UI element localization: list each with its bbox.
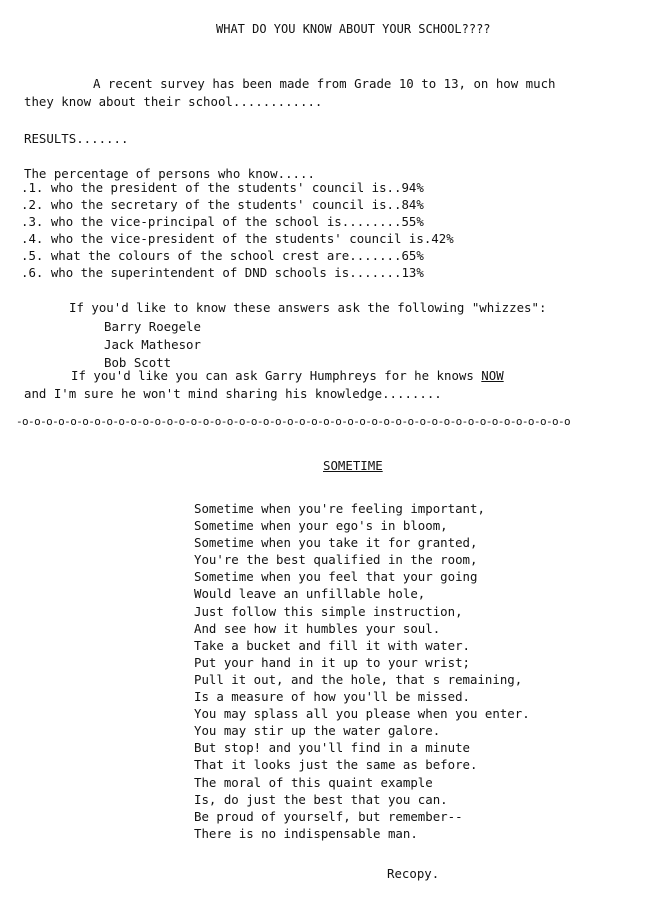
ask-line-2: and I'm sure he won't mind sharing his knowledge........ <box>24 386 442 401</box>
poem-line: Put your hand in it up to your wrist; <box>194 654 471 670</box>
poem-line: Sometime when your ego's in bloom, <box>194 518 448 534</box>
results-heading: RESULTS....... <box>24 131 129 146</box>
result-item-2: .2. who the secretary of the students' council is..84% <box>21 197 424 212</box>
result-item-5: .5. what the colours of the school crest are.......65% <box>21 248 424 263</box>
poem-line: Is a measure of how you'll be missed. <box>194 689 471 705</box>
poem-line: That it looks just the same as before. <box>194 757 478 773</box>
survey-intro-line-1: A recent survey has been made from Grade 10 to 13, on how much <box>93 76 556 91</box>
poem-line: Sometime when you're feeling important, <box>194 501 485 516</box>
result-item-6: .6. who the superintendent of DND schools is.......13% <box>21 265 424 280</box>
poem-line: Be proud of yourself, but remember-- <box>194 808 463 824</box>
ask-line-text: If you'd like you can ask Garry Humphreys for he knows <box>71 368 482 383</box>
whizz-name-2: Jack Mathesor <box>104 337 201 352</box>
result-item-4: .4. who the vice-president of the students' council is.42% <box>21 231 454 246</box>
poem-line: Sometime when you take it for granted, <box>194 535 478 551</box>
poem-author: Recopy. <box>387 866 440 881</box>
ask-line-emphasis: NOW <box>481 368 504 383</box>
poem-body <box>194 500 530 842</box>
percentage-intro: The percentage of persons who know..... <box>24 166 315 181</box>
poem-line: You're the best qualified in the room, <box>194 552 478 568</box>
whizzes-list <box>104 318 201 372</box>
survey-title: WHAT DO YOU KNOW ABOUT YOUR SCHOOL???? <box>216 22 491 36</box>
poem-line: And see how it humbles your soul. <box>194 620 441 636</box>
poem-line: Is, do just the best that you can. <box>194 791 448 807</box>
whizz-name-3: Bob Scott <box>104 355 172 370</box>
poem-line: Would leave an unfillable hole, <box>194 586 426 602</box>
poem-line: Just follow this simple instruction, <box>194 603 463 619</box>
whizz-name-1: Barry Roegele <box>104 319 201 334</box>
poem-line: You may splass all you please when you enter. <box>194 706 530 722</box>
ask-line <box>71 368 504 384</box>
poem-line: But stop! and you'll find in a minute <box>194 740 471 756</box>
poem-line: Pull it out, and the hole, that s remaining, <box>194 671 523 687</box>
poem-line: You may stir up the water galore. <box>194 723 441 739</box>
answers-intro: If you'd like to know these answers ask the following "whizzes": <box>69 300 547 315</box>
poem-line: Take a bucket and fill it with water. <box>194 637 471 653</box>
poem-title: SOMETIME <box>323 458 383 473</box>
results-list <box>21 179 454 281</box>
result-item-3: .3. who the vice-principal of the school is........55% <box>21 214 424 229</box>
poem-line: The moral of this quaint example <box>194 774 433 790</box>
survey-intro-line-2: they know about their school............ <box>24 94 323 109</box>
poem-line: Sometime when you feel that your going <box>194 569 478 585</box>
section-divider: -o-o-o-o-o-o-o-o-o-o-o-o-o-o-o-o-o-o-o-o-o-o-o-o-o-o-o-o-o-o-o-o-o-o-o-o-o-o-o-o-o-o-o-o-o-o <box>16 415 571 428</box>
poem-line: There is no indispensable man. <box>194 825 418 841</box>
result-item-1: .1. who the president of the students' council is..94% <box>21 180 424 195</box>
